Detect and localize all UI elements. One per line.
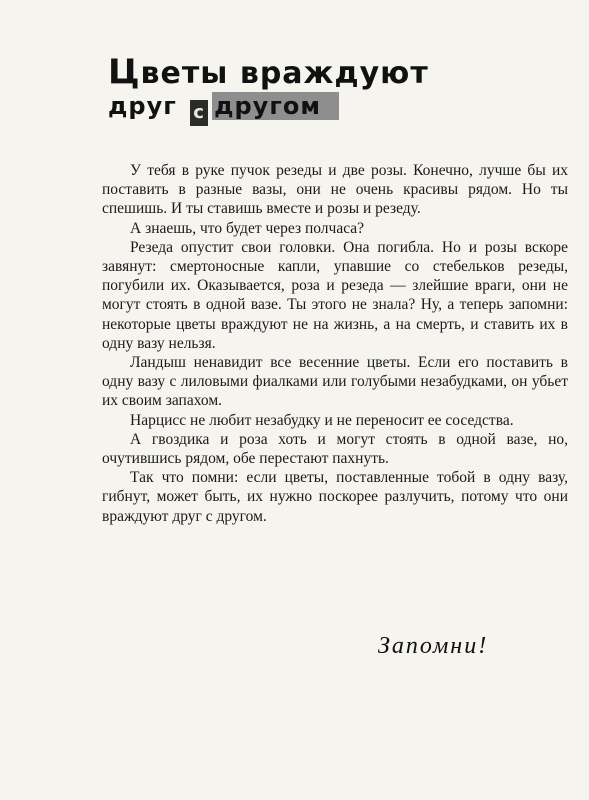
paragraph: У тебя в руке пучок резеды и две розы. Конечно, лучше бы их поставить в разные вазы, они не очень красивы рядом. Но ты спешишь. И ты ставишь вместе и розы и резеду.: [102, 162, 568, 218]
paragraph: А знаешь, что будет через полчаса?: [130, 219, 365, 237]
paragraph: Так что помни: если цветы, поставленные тобой в одну вазу, гибнут, может быть, их нужно поскорее разлучить, потому что они враждуют друг с другом.: [102, 469, 568, 525]
title-dark-block: с: [190, 100, 208, 126]
article-body: [102, 161, 568, 526]
paragraph: Ландыш ненавидит все весенние цветы. Если его поставить в одну вазу с лиловыми фиалками или голубыми незабудками, он убьет их своим запахом.: [102, 354, 568, 410]
paragraph: А гвоздика и роза хоть и могут стоять в одной вазе, но, очутившись рядом, обе перестают пахнуть.: [102, 430, 568, 468]
title-line-2-start: друг: [108, 92, 177, 120]
title-line-1-text: веты враждуют: [140, 56, 429, 91]
closing-remember: Запомни!: [378, 633, 489, 659]
title-line-1: [108, 52, 448, 92]
paragraph: Резеда опустит свои головки. Она погибла. Но и розы вскоре завянут: смертоносные капли, упавшие со стебельков резеды, погубили их. Оказывается, роза и резеда — злейшие враги, они не могут стоять в одной вазе. Ты этого не знала? Ну, а теперь запомни: некоторые цветы враждуют не на жизнь, а на смерть, и ставить их в одну вазу нельзя.: [102, 238, 568, 352]
page-title: [108, 52, 448, 126]
title-highlight: другом: [212, 92, 339, 120]
title-initial-letter: Ц: [108, 52, 141, 92]
title-line-2: [108, 92, 448, 126]
paragraph: Нарцисс не любит незабудку и не переносит ее соседства.: [130, 411, 514, 429]
